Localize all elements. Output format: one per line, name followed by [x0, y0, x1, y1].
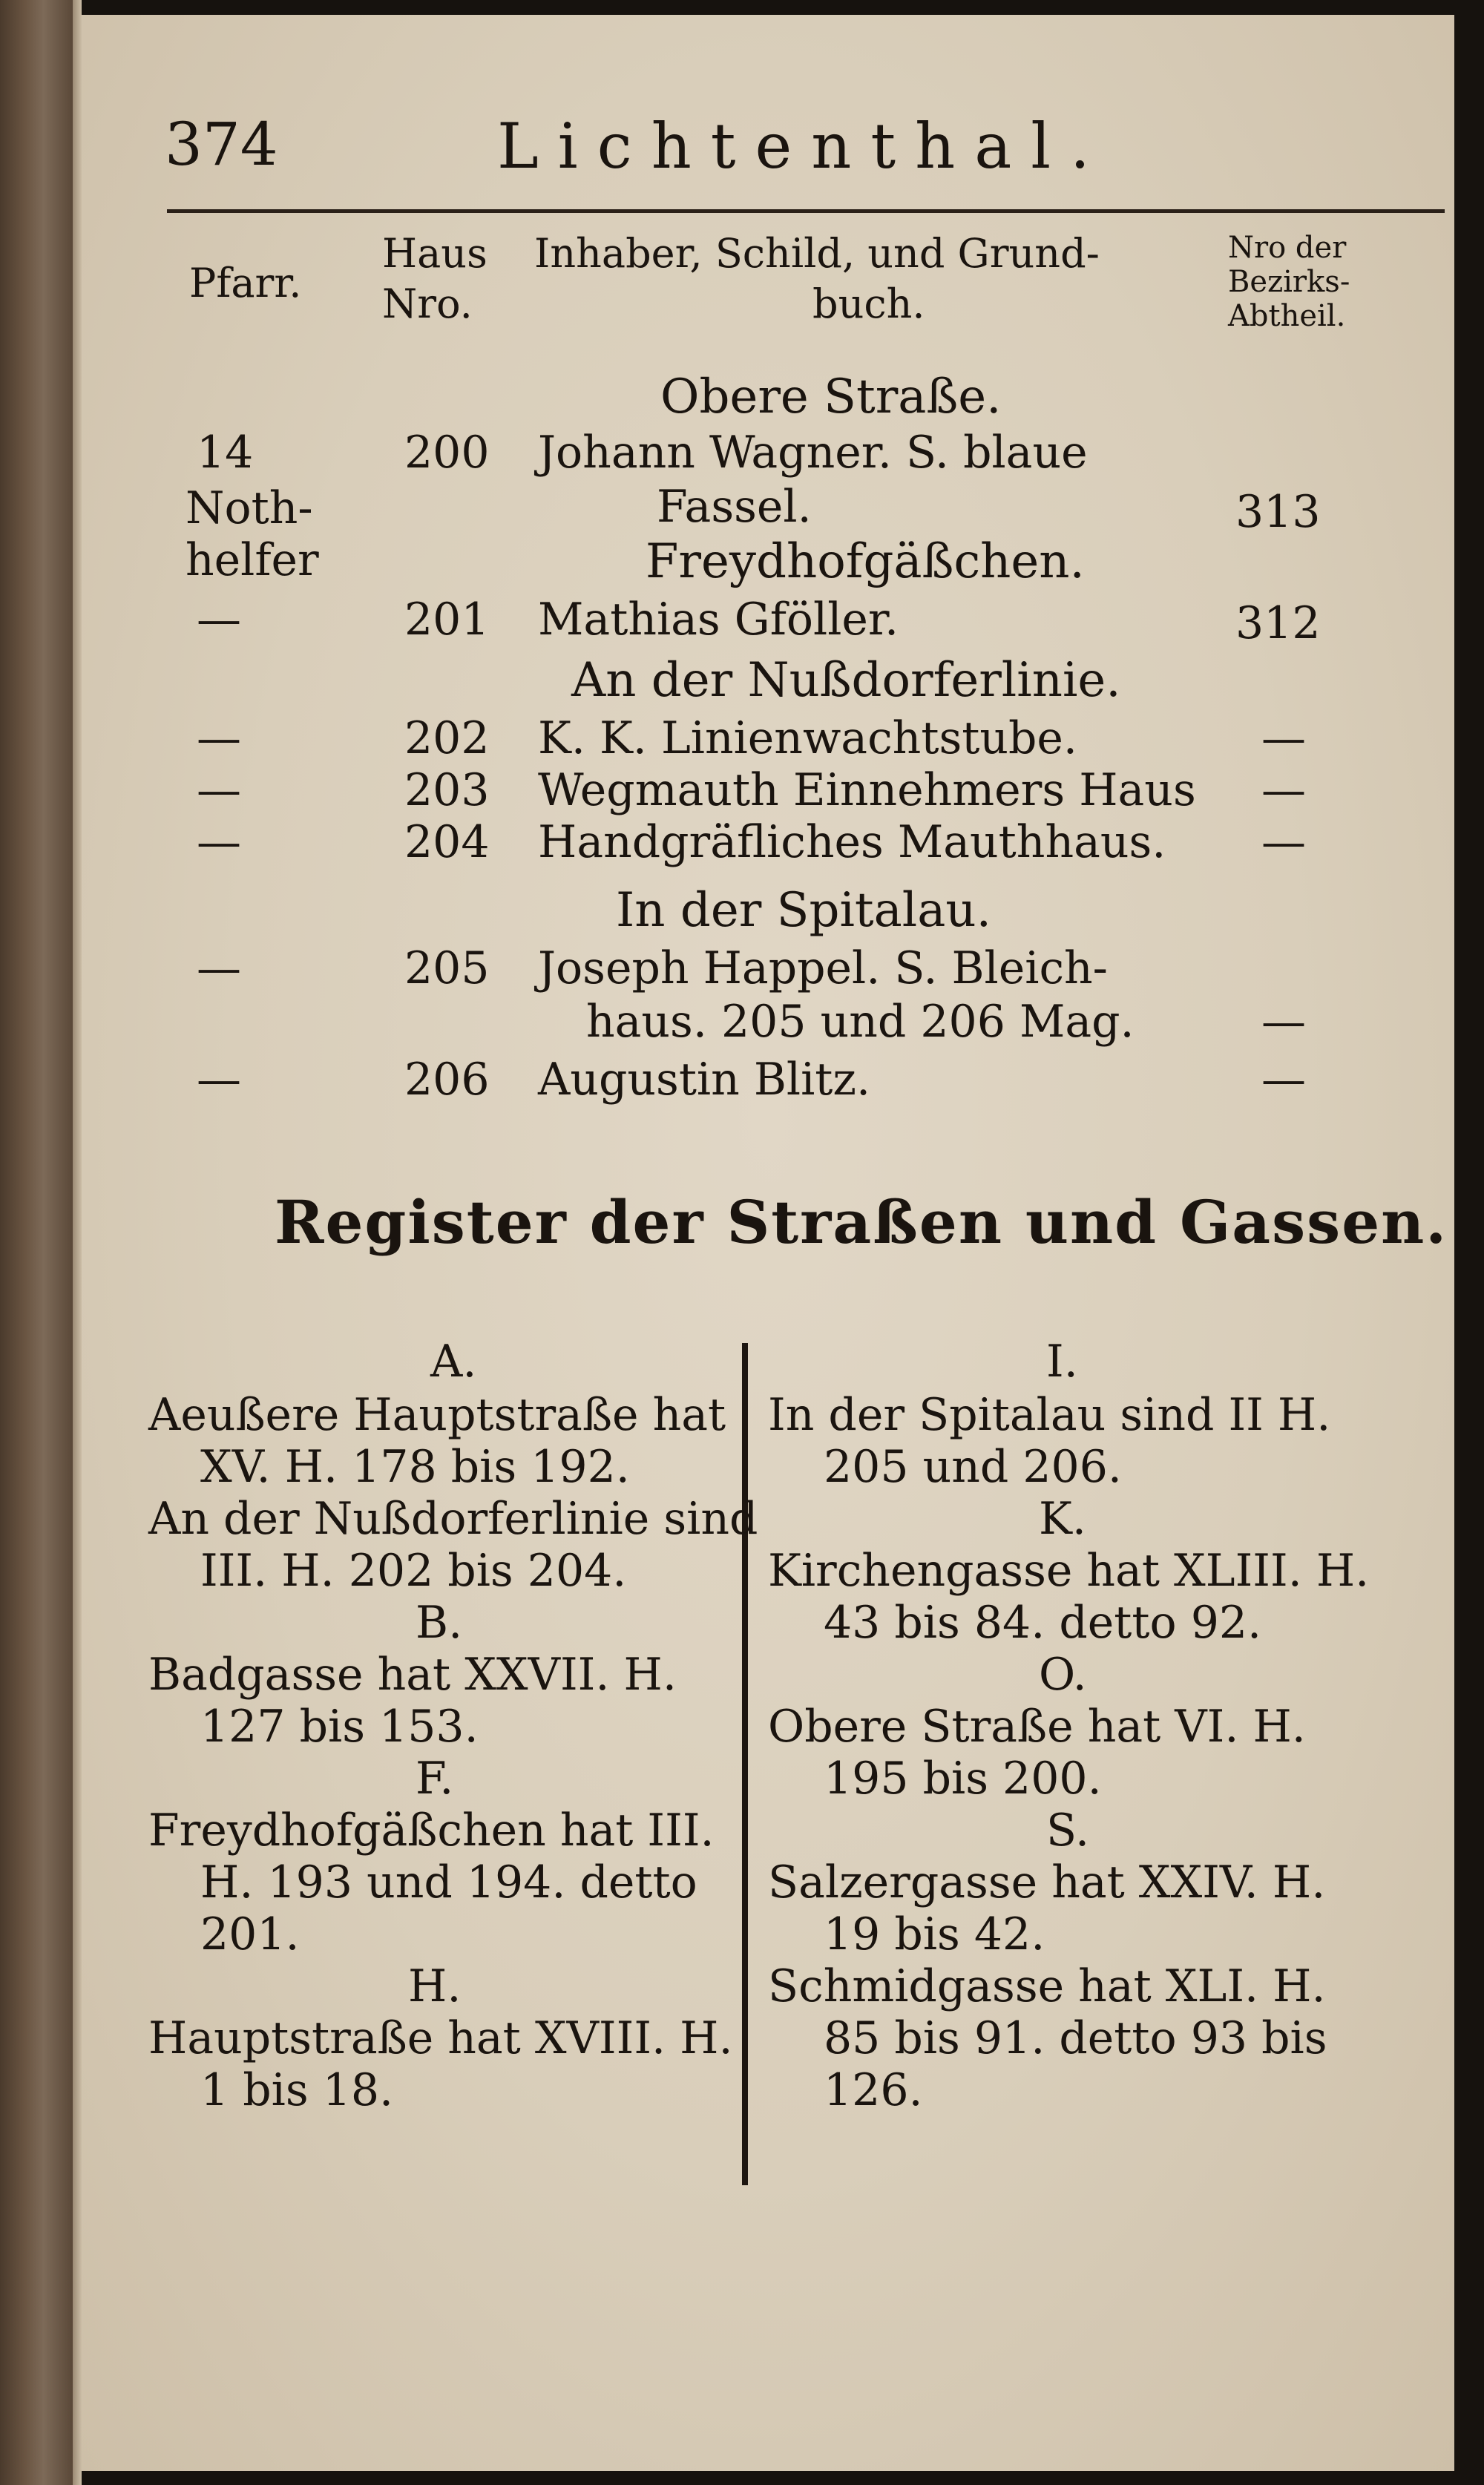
register-letter: B. [416, 1597, 463, 1649]
register-entry: Aeußere Hauptstraße hat [148, 1389, 726, 1441]
register-entry-continued: 1 bis 18. [200, 2064, 394, 2116]
section-heading: In der Spitalau. [616, 883, 991, 938]
pfarr-name: helfer [186, 534, 319, 586]
register-letter: O. [1039, 1649, 1087, 1701]
running-head: Lichtenthal. [497, 110, 1109, 183]
pfarr-dash: — [197, 1054, 241, 1106]
bezirk-number: 312 [1235, 597, 1321, 649]
page-edge [73, 0, 82, 2485]
col-bezirk-line1: Nro der [1228, 231, 1347, 265]
register-entry-continued: 85 bis 91. detto 93 bis [824, 2012, 1327, 2064]
pfarr-number: 14 [197, 427, 254, 479]
register-entry-continued: H. 193 und 194. detto [200, 1857, 697, 1908]
entry-text: Mathias Gföller. [538, 594, 899, 646]
register-entry: Badgasse hat XXVII. H. [148, 1649, 677, 1701]
register-letter: S. [1046, 1805, 1090, 1857]
col-haus-line1: Haus [382, 230, 487, 277]
haus-number: 202 [404, 712, 490, 764]
haus-number: 206 [404, 1054, 490, 1106]
col-bezirk-line2: Bezirks- [1228, 265, 1350, 299]
haus-number: 200 [404, 427, 490, 479]
register-entry: Freydhofgäßchen hat III. [148, 1805, 715, 1857]
register-entry: An der Nußdorferlinie sind [148, 1493, 758, 1545]
register-entry: Hauptstraße hat XVIII. H. [148, 2012, 733, 2064]
entry-text-continued: haus. 205 und 206 Mag. [586, 996, 1135, 1048]
register-entry-continued: 126. [824, 2064, 923, 2116]
register-title: Register der Straßen und Gassen. [275, 1187, 1448, 1257]
bezirk-dash: — [1261, 1054, 1306, 1106]
haus-number: 205 [404, 942, 490, 994]
section-heading: Freydhofgäßchen. [646, 534, 1085, 589]
header-rule [167, 209, 1445, 213]
bezirk-dash: — [1261, 996, 1306, 1048]
register-entry: Kirchengasse hat XLIII. H. [768, 1545, 1370, 1597]
register-letter: F. [416, 1753, 454, 1805]
book-spine [0, 0, 73, 2485]
haus-number: 201 [404, 594, 490, 646]
bezirk-dash: — [1261, 816, 1306, 868]
col-bezirk-line3: Abtheil. [1228, 299, 1346, 333]
register-entry-continued: 201. [200, 1908, 300, 1960]
register-entry-continued: 205 und 206. [824, 1441, 1122, 1493]
section-heading: An der Nußdorferlinie. [571, 653, 1121, 708]
bezirk-number: 313 [1235, 486, 1321, 538]
col-inhaber-line2: buch. [812, 280, 925, 327]
register-letter: H. [408, 1960, 462, 2012]
entry-text: Wegmauth Einnehmers Haus [538, 764, 1196, 816]
register-entry: In der Spitalau sind II H. [768, 1389, 1331, 1441]
register-entry-continued: III. H. 202 bis 204. [200, 1545, 627, 1597]
entry-text: Handgräfliches Mauthhaus. [538, 816, 1166, 868]
register-entry-continued: XV. H. 178 bis 192. [200, 1441, 630, 1493]
bezirk-dash: — [1261, 764, 1306, 816]
register-entry-continued: 127 bis 153. [200, 1701, 479, 1753]
col-inhaber-line1: Inhaber, Schild, und Grund- [534, 230, 1100, 277]
entry-text: Johann Wagner. S. blaue [538, 427, 1088, 479]
bezirk-dash: — [1261, 712, 1306, 764]
haus-number: 203 [404, 764, 490, 816]
register-entry-continued: 43 bis 84. detto 92. [824, 1597, 1262, 1649]
pfarr-name: Noth- [186, 482, 313, 534]
register-letter: K. [1039, 1493, 1086, 1545]
register-letter: A. [430, 1336, 477, 1388]
register-entry: Obere Straße hat VI. H. [768, 1701, 1306, 1753]
pfarr-dash: — [197, 594, 241, 646]
page-number: 374 [165, 110, 278, 179]
column-divider [742, 1343, 748, 2185]
section-heading: Obere Straße. [660, 370, 1002, 424]
haus-number: 204 [404, 816, 490, 868]
register-entry: Schmidgasse hat XLI. H. [768, 1960, 1326, 2012]
entry-text: Augustin Blitz. [538, 1054, 871, 1106]
pfarr-dash: — [197, 764, 241, 816]
entry-text: Joseph Happel. S. Bleich- [538, 942, 1108, 994]
col-pfarr: Pfarr. [189, 260, 302, 306]
pfarr-dash: — [197, 712, 241, 764]
register-entry: Salzergasse hat XXIV. H. [768, 1857, 1326, 1908]
register-entry-continued: 19 bis 42. [824, 1908, 1045, 1960]
page [82, 15, 1454, 2471]
pfarr-dash: — [197, 816, 241, 868]
register-entry-continued: 195 bis 200. [824, 1753, 1102, 1805]
entry-text: K. K. Linienwachtstube. [538, 712, 1077, 764]
register-letter: I. [1046, 1336, 1078, 1388]
pfarr-dash: — [197, 942, 241, 994]
col-haus-line2: Nro. [382, 280, 473, 327]
entry-text-continued: Fassel. [657, 481, 812, 533]
